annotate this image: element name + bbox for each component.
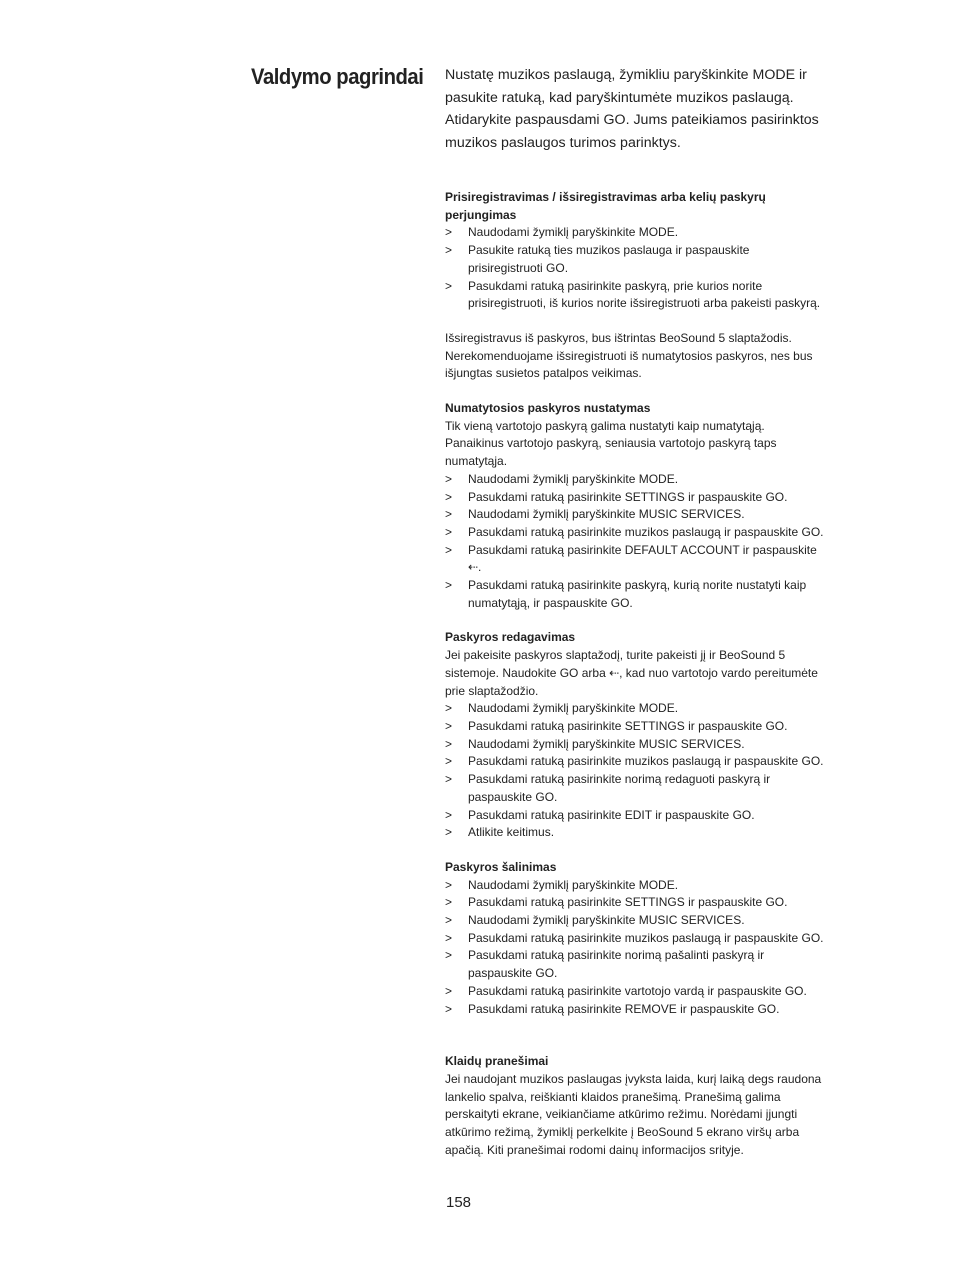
bullet-arrow-icon: > — [445, 524, 453, 539]
step-list — [445, 471, 825, 613]
content-column — [445, 64, 825, 1159]
step-list — [445, 877, 825, 1019]
step-item — [445, 489, 825, 507]
step-text: Atlikite keitimus. — [468, 825, 555, 840]
bullet-arrow-icon: > — [445, 825, 453, 840]
step-text: Pasukite ratuką ties muzikos paslauga ir paspauskite prisiregistruoti GO. — [468, 243, 750, 275]
bullet-arrow-icon: > — [445, 895, 453, 910]
step-item — [445, 700, 825, 718]
section-heading: Klaidų pranešimai — [445, 1054, 549, 1069]
step-item — [445, 930, 825, 948]
step-text: Naudodami žymiklį paryškinkite MUSIC SERVICES. — [468, 507, 745, 522]
step-item — [445, 524, 825, 542]
step-text: Naudodami žymiklį paryškinkite MODE. — [468, 471, 679, 486]
bullet-arrow-icon: > — [445, 948, 453, 963]
bullet-arrow-icon: > — [445, 278, 453, 293]
step-text: Naudodami žymiklį paryškinkite MODE. — [468, 225, 679, 240]
section-error-messages — [445, 1053, 825, 1159]
bullet-arrow-icon: > — [445, 225, 453, 240]
step-item — [445, 224, 825, 242]
step-item — [445, 278, 825, 313]
page-title: Valdymo pagrindai — [251, 64, 424, 89]
step-item — [445, 947, 825, 982]
step-item — [445, 577, 825, 612]
step-text: Pasukdami ratuką pasirinkite SETTINGS ir paspauskite GO. — [468, 489, 788, 504]
section-intro: Jei pakeisite paskyros slaptažodį, turite pakeisti jį ir BeoSound 5 sistemoje. Naudokite GO arba ⇠, kad nuo vartotojo vardo pereitumėte prie slaptažodžio. — [445, 648, 818, 698]
bullet-arrow-icon: > — [445, 471, 453, 486]
intro-paragraph: Nustatę muzikos paslaugą, žymikliu paryškinkite MODE ir pasukite ratuką, kad paryškintumėte muzikos paslaugą. Atidarykite paspausdami GO. Jums pateikiamos pasirinktos muzikos paslaugos turimos parinktys. — [445, 67, 819, 151]
bullet-arrow-icon: > — [445, 930, 453, 945]
step-text: Pasukdami ratuką pasirinkite muzikos paslaugą ir paspauskite GO. — [468, 754, 824, 769]
section-default-account — [445, 400, 825, 612]
step-item — [445, 824, 825, 842]
bullet-arrow-icon: > — [445, 1001, 453, 1016]
section-intro: Tik vieną vartotojo paskyrą galima nustatyti kaip numatytąją. Panaikinus vartotojo paskyrą, seniausia vartotojo paskyrą taps numatytąja. — [445, 418, 777, 469]
step-text: Pasukdami ratuką pasirinkite norimą redaguoti paskyrą ir paspauskite GO. — [468, 772, 771, 804]
bullet-arrow-icon: > — [445, 701, 453, 716]
bullet-arrow-icon: > — [445, 243, 453, 258]
step-text: Pasukdami ratuką pasirinkite vartotojo vardą ir paspauskite GO. — [468, 983, 807, 998]
bullet-arrow-icon: > — [445, 877, 453, 892]
step-item — [445, 242, 825, 277]
step-text: Naudodami žymiklį paryškinkite MUSIC SERVICES. — [468, 736, 745, 751]
step-item — [445, 542, 825, 577]
bullet-arrow-icon: > — [445, 489, 453, 504]
step-item — [445, 983, 825, 1001]
step-item — [445, 506, 825, 524]
step-item — [445, 1001, 825, 1019]
bullet-arrow-icon: > — [445, 807, 453, 822]
bullet-arrow-icon: > — [445, 983, 453, 998]
step-list — [445, 224, 825, 313]
step-item — [445, 718, 825, 736]
section-heading: Prisiregistravimas / išsiregistravimas arba kelių paskyrų perjungimas — [445, 190, 766, 222]
bullet-arrow-icon: > — [445, 578, 453, 593]
bullet-arrow-icon: > — [445, 772, 453, 787]
step-item — [445, 894, 825, 912]
section-heading: Paskyros redagavimas — [445, 630, 576, 645]
step-item — [445, 736, 825, 754]
section-remove-account — [445, 859, 825, 1018]
section-edit-account — [445, 629, 825, 841]
bullet-arrow-icon: > — [445, 913, 453, 928]
step-text: Naudodami žymiklį paryškinkite MODE. — [468, 877, 679, 892]
step-text: Naudodami žymiklį paryškinkite MODE. — [468, 701, 679, 716]
step-text: Pasukdami ratuką pasirinkite REMOVE ir paspauskite GO. — [468, 1001, 780, 1016]
step-text: Pasukdami ratuką pasirinkite paskyrą, kurią norite nustatyti kaip numatytąją, ir paspauskite GO. — [468, 578, 807, 610]
step-text: Pasukdami ratuką pasirinkite DEFAULT ACCOUNT ir paspauskite ⇠. — [468, 542, 817, 575]
step-text: Pasukdami ratuką pasirinkite SETTINGS ir paspauskite GO. — [468, 718, 788, 733]
section-login — [445, 189, 825, 383]
section-heading: Numatytosios paskyros nustatymas — [445, 401, 651, 416]
section-text: Jei naudojant muzikos paslaugas įvyksta laida, kurį laiką degs raudona lankelio spalva, reiškianti klaidos pranešimą. Pranešimą galima perskaityti ekrane, veikiančiame atkūrimo režimu. Norėdami įjungti atkūrimo režimą, žymiklį perkelkite į BeoSound 5 ekrano viršų arba apačią. Kiti pranešimai rodomi dainų informacijos srityje. — [445, 1071, 822, 1157]
step-text: Pasukdami ratuką pasirinkite norimą pašalinti paskyrą ir paspauskite GO. — [468, 948, 765, 981]
step-item — [445, 807, 825, 825]
step-text: Pasukdami ratuką pasirinkite muzikos paslaugą ir paspauskite GO. — [468, 930, 824, 945]
step-text: Pasukdami ratuką pasirinkite SETTINGS ir paspauskite GO. — [468, 895, 788, 910]
step-item — [445, 771, 825, 806]
step-text: Pasukdami ratuką pasirinkite EDIT ir paspauskite GO. — [468, 807, 755, 822]
bullet-arrow-icon: > — [445, 754, 453, 769]
note-paragraph: Išsiregistravus iš paskyros, bus ištrintas BeoSound 5 slaptažodis. Nerekomenduojame išsiregistruoti iš numatytosios paskyros, nes bus išjungtas susietos patalpos veikimas. — [445, 330, 813, 381]
bullet-arrow-icon: > — [445, 542, 453, 557]
step-item — [445, 753, 825, 771]
step-list — [445, 700, 825, 842]
bullet-arrow-icon: > — [445, 718, 453, 733]
section-heading: Paskyros šalinimas — [445, 859, 557, 874]
step-text: Pasukdami ratuką pasirinkite muzikos paslaugą ir paspauskite GO. — [468, 524, 824, 539]
bullet-arrow-icon: > — [445, 507, 453, 522]
step-item — [445, 912, 825, 930]
bullet-arrow-icon: > — [445, 736, 453, 751]
step-item — [445, 877, 825, 895]
step-text: Pasukdami ratuką pasirinkite paskyrą, prie kurios norite prisiregistruoti, iš kurios norite išsiregistruoti arba pakeisti paskyrą. — [468, 278, 821, 311]
step-item — [445, 471, 825, 489]
step-text: Naudodami žymiklį paryškinkite MUSIC SERVICES. — [468, 913, 745, 928]
page-number: 158 — [446, 1194, 472, 1211]
